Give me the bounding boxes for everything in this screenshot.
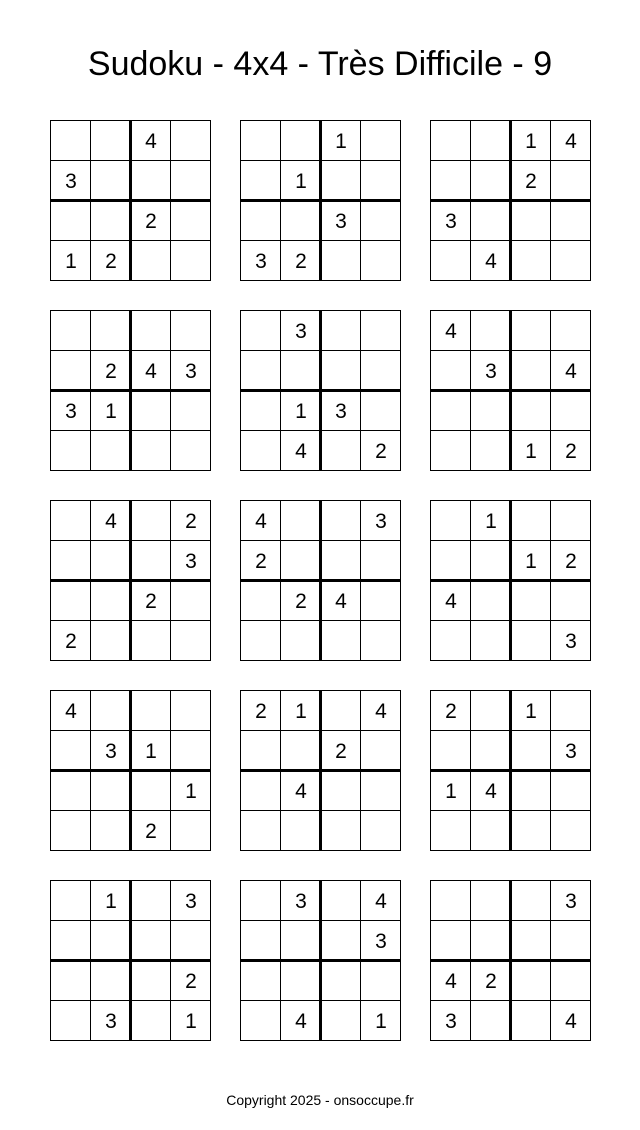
sudoku-cell[interactable]: 2 (105, 249, 117, 273)
sudoku-cell[interactable]: 2 (565, 439, 577, 463)
sudoku-cell[interactable] (241, 351, 281, 391)
sudoku-cell[interactable] (471, 581, 511, 621)
sudoku-cell[interactable]: 2 (375, 439, 387, 463)
sudoku-cell[interactable] (551, 691, 591, 731)
sudoku-cell[interactable]: 1 (335, 129, 347, 153)
sudoku-cell[interactable] (51, 1001, 91, 1041)
sudoku-cell[interactable] (551, 161, 591, 201)
sudoku-cell[interactable] (431, 391, 471, 431)
sudoku-cell[interactable]: 2 (565, 549, 577, 573)
sudoku-cell[interactable] (281, 731, 321, 771)
sudoku-puzzle-11 (240, 690, 401, 851)
sudoku-cell[interactable] (51, 431, 91, 471)
sudoku-cell[interactable] (51, 581, 91, 621)
sudoku-cell[interactable] (51, 811, 91, 851)
sudoku-cell[interactable] (131, 691, 171, 731)
sudoku-cell[interactable] (171, 731, 211, 771)
sudoku-cell[interactable] (321, 621, 361, 661)
sudoku-cell[interactable]: 4 (335, 589, 347, 613)
sudoku-cell[interactable]: 2 (145, 819, 157, 843)
sudoku-cell[interactable] (241, 731, 281, 771)
sudoku-cell[interactable]: 3 (375, 929, 387, 953)
sudoku-cell[interactable] (431, 881, 471, 921)
sudoku-cell[interactable] (131, 311, 171, 351)
sudoku-cell[interactable] (511, 1001, 551, 1041)
sudoku-cell[interactable] (281, 501, 321, 541)
sudoku-cell[interactable]: 3 (565, 889, 577, 913)
sudoku-cell[interactable] (171, 241, 211, 281)
sudoku-cell[interactable] (321, 771, 361, 811)
sudoku-cell[interactable]: 4 (375, 889, 387, 913)
sudoku-cell[interactable] (431, 811, 471, 851)
sudoku-cell[interactable] (171, 811, 211, 851)
sudoku-cell[interactable] (281, 201, 321, 241)
sudoku-cell[interactable]: 2 (335, 739, 347, 763)
sudoku-cell[interactable]: 3 (295, 319, 307, 343)
sudoku-cell[interactable] (91, 311, 131, 351)
sudoku-puzzle-9 (430, 500, 591, 661)
sudoku-cell[interactable] (511, 961, 551, 1001)
sudoku-cell[interactable]: 4 (295, 1009, 307, 1033)
sudoku-cell[interactable]: 3 (65, 399, 77, 423)
sudoku-cell[interactable] (471, 391, 511, 431)
sudoku-cell[interactable] (281, 351, 321, 391)
sudoku-cell[interactable] (241, 391, 281, 431)
sudoku-puzzle-12 (430, 690, 591, 851)
sudoku-cell[interactable]: 1 (105, 889, 117, 913)
sudoku-cell[interactable]: 1 (145, 739, 157, 763)
sudoku-cell[interactable] (91, 921, 131, 961)
sudoku-cell[interactable] (281, 621, 321, 661)
sudoku-cell[interactable] (361, 201, 401, 241)
sudoku-cell[interactable] (281, 921, 321, 961)
sudoku-cell[interactable] (321, 501, 361, 541)
sudoku-cell[interactable] (361, 731, 401, 771)
sudoku-cell[interactable] (431, 731, 471, 771)
sudoku-cell[interactable]: 3 (105, 739, 117, 763)
sudoku-cell[interactable] (471, 431, 511, 471)
sudoku-cell[interactable]: 3 (485, 359, 497, 383)
sudoku-cell[interactable] (321, 1001, 361, 1041)
sudoku-cell[interactable] (511, 811, 551, 851)
sudoku-cell[interactable] (361, 391, 401, 431)
sudoku-cell[interactable] (471, 311, 511, 351)
sudoku-cell[interactable] (91, 541, 131, 581)
sudoku-cell[interactable]: 4 (445, 589, 457, 613)
sudoku-cell[interactable] (91, 811, 131, 851)
sudoku-cell[interactable] (241, 1001, 281, 1041)
sudoku-cell[interactable] (321, 961, 361, 1001)
sudoku-cell[interactable]: 1 (295, 699, 307, 723)
sudoku-cell[interactable] (361, 241, 401, 281)
sudoku-cell[interactable] (361, 961, 401, 1001)
sudoku-puzzle-2 (240, 120, 401, 281)
sudoku-cell[interactable] (431, 121, 471, 161)
sudoku-cell[interactable] (551, 201, 591, 241)
sudoku-cell[interactable] (131, 771, 171, 811)
sudoku-cell[interactable]: 2 (185, 509, 197, 533)
sudoku-cell[interactable]: 1 (65, 249, 77, 273)
sudoku-cell[interactable] (471, 621, 511, 661)
sudoku-cell[interactable]: 4 (295, 779, 307, 803)
sudoku-cell[interactable]: 4 (445, 969, 457, 993)
sudoku-cell[interactable]: 1 (295, 169, 307, 193)
sudoku-cell[interactable] (241, 201, 281, 241)
sudoku-cell[interactable] (241, 881, 281, 921)
sudoku-puzzle-1 (50, 120, 211, 281)
sudoku-puzzle-7 (50, 500, 211, 661)
sudoku-puzzle-14 (240, 880, 401, 1041)
sudoku-cell[interactable] (431, 541, 471, 581)
sudoku-cell[interactable]: 1 (445, 779, 457, 803)
sudoku-cell[interactable] (361, 771, 401, 811)
sudoku-cell[interactable] (321, 311, 361, 351)
sudoku-cell[interactable] (321, 541, 361, 581)
sudoku-cell[interactable]: 1 (525, 439, 537, 463)
sudoku-cell[interactable] (511, 501, 551, 541)
sudoku-cell[interactable] (171, 581, 211, 621)
sudoku-cell[interactable] (171, 161, 211, 201)
sudoku-cell[interactable] (471, 691, 511, 731)
sudoku-cell[interactable] (471, 161, 511, 201)
sudoku-cell[interactable] (91, 161, 131, 201)
sudoku-cell[interactable] (241, 961, 281, 1001)
sudoku-cell[interactable]: 3 (375, 509, 387, 533)
sudoku-cell[interactable] (171, 391, 211, 431)
sudoku-puzzle-6 (430, 310, 591, 471)
sudoku-cell[interactable] (511, 351, 551, 391)
sudoku-cell[interactable] (91, 581, 131, 621)
sudoku-cell[interactable] (551, 581, 591, 621)
sudoku-cell[interactable] (431, 501, 471, 541)
sudoku-cell[interactable]: 1 (105, 399, 117, 423)
sudoku-cell[interactable] (131, 881, 171, 921)
sudoku-puzzle-5 (240, 310, 401, 471)
sudoku-cell[interactable] (281, 121, 321, 161)
sudoku-cell[interactable] (551, 311, 591, 351)
sudoku-cell[interactable]: 3 (445, 209, 457, 233)
sudoku-cell[interactable] (131, 501, 171, 541)
sudoku-cell[interactable] (551, 961, 591, 1001)
sudoku-cell[interactable]: 3 (185, 889, 197, 913)
sudoku-cell[interactable] (131, 161, 171, 201)
sudoku-puzzle-3 (430, 120, 591, 281)
sudoku-cell[interactable] (51, 121, 91, 161)
sudoku-cell[interactable] (51, 201, 91, 241)
sudoku-cell[interactable] (131, 391, 171, 431)
sudoku-cell[interactable]: 4 (145, 129, 157, 153)
sudoku-puzzle-13 (50, 880, 211, 1041)
sudoku-cell[interactable]: 3 (335, 399, 347, 423)
sudoku-cell[interactable]: 3 (65, 169, 77, 193)
sudoku-cell[interactable] (241, 811, 281, 851)
sudoku-cell[interactable] (241, 921, 281, 961)
sudoku-cell[interactable] (131, 921, 171, 961)
sudoku-cell[interactable]: 1 (525, 129, 537, 153)
sudoku-cell[interactable] (51, 771, 91, 811)
sudoku-cell[interactable] (241, 581, 281, 621)
sudoku-cell[interactable] (131, 241, 171, 281)
sudoku-cell[interactable]: 3 (105, 1009, 117, 1033)
sudoku-cell[interactable]: 3 (255, 249, 267, 273)
sudoku-cell[interactable]: 4 (105, 509, 117, 533)
sudoku-puzzle-10 (50, 690, 211, 851)
sudoku-cell[interactable] (91, 691, 131, 731)
sudoku-cell[interactable]: 2 (295, 249, 307, 273)
sudoku-cell[interactable]: 4 (485, 779, 497, 803)
puzzle-grid-area (50, 120, 591, 1041)
sudoku-cell[interactable] (431, 621, 471, 661)
sudoku-cell[interactable] (241, 311, 281, 351)
sudoku-cell[interactable] (551, 241, 591, 281)
sudoku-cell[interactable]: 2 (485, 969, 497, 993)
sudoku-cell[interactable] (511, 771, 551, 811)
sudoku-cell[interactable] (281, 811, 321, 851)
sudoku-cell[interactable]: 1 (185, 1009, 197, 1033)
sudoku-cell[interactable] (241, 621, 281, 661)
sudoku-cell[interactable]: 4 (485, 249, 497, 273)
sudoku-cell[interactable]: 2 (145, 209, 157, 233)
sudoku-cell[interactable] (321, 241, 361, 281)
sudoku-cell[interactable] (471, 731, 511, 771)
sudoku-cell[interactable] (511, 311, 551, 351)
sudoku-cell[interactable] (471, 1001, 511, 1041)
sudoku-cell[interactable] (171, 121, 211, 161)
sudoku-cell[interactable] (241, 431, 281, 471)
sudoku-cell[interactable]: 3 (565, 739, 577, 763)
sudoku-cell[interactable] (511, 241, 551, 281)
sudoku-cell[interactable]: 4 (565, 359, 577, 383)
sudoku-cell[interactable] (171, 311, 211, 351)
sudoku-cell[interactable] (471, 921, 511, 961)
sudoku-cell[interactable] (241, 161, 281, 201)
sudoku-cell[interactable] (241, 771, 281, 811)
sudoku-cell[interactable] (361, 121, 401, 161)
sudoku-cell[interactable] (511, 881, 551, 921)
sudoku-cell[interactable]: 2 (185, 969, 197, 993)
sudoku-cell[interactable] (131, 961, 171, 1001)
sudoku-cell[interactable] (241, 121, 281, 161)
sudoku-cell[interactable] (511, 731, 551, 771)
sudoku-cell[interactable] (51, 541, 91, 581)
sudoku-cell[interactable]: 2 (255, 699, 267, 723)
sudoku-cell[interactable]: 3 (335, 209, 347, 233)
sudoku-cell[interactable] (171, 621, 211, 661)
sudoku-cell[interactable] (431, 921, 471, 961)
sudoku-cell[interactable] (321, 691, 361, 731)
sudoku-cell[interactable]: 1 (295, 399, 307, 423)
sudoku-cell[interactable] (321, 881, 361, 921)
sudoku-cell[interactable] (471, 881, 511, 921)
sudoku-cell[interactable] (361, 811, 401, 851)
sudoku-cell[interactable] (511, 921, 551, 961)
sudoku-cell[interactable]: 3 (185, 359, 197, 383)
sudoku-cell[interactable] (361, 311, 401, 351)
sudoku-cell[interactable] (511, 581, 551, 621)
sudoku-cell[interactable]: 4 (255, 509, 267, 533)
sudoku-cell[interactable] (361, 621, 401, 661)
sudoku-cell[interactable] (51, 881, 91, 921)
sudoku-cell[interactable] (471, 121, 511, 161)
sudoku-cell[interactable]: 2 (255, 549, 267, 573)
sudoku-cell[interactable] (91, 201, 131, 241)
sudoku-cell[interactable] (131, 431, 171, 471)
sudoku-cell[interactable]: 1 (375, 1009, 387, 1033)
sudoku-cell[interactable]: 2 (525, 169, 537, 193)
sudoku-cell[interactable] (551, 771, 591, 811)
sudoku-cell[interactable]: 4 (565, 129, 577, 153)
sudoku-cell[interactable]: 2 (295, 589, 307, 613)
sudoku-cell[interactable] (471, 541, 511, 581)
sudoku-cell[interactable] (131, 541, 171, 581)
sudoku-cell[interactable]: 4 (65, 699, 77, 723)
sudoku-cell[interactable] (321, 351, 361, 391)
sudoku-cell[interactable] (361, 581, 401, 621)
sudoku-cell[interactable] (51, 501, 91, 541)
sudoku-cell[interactable] (321, 431, 361, 471)
sudoku-cell[interactable] (171, 691, 211, 731)
sudoku-cell[interactable] (321, 811, 361, 851)
sudoku-puzzle-15 (430, 880, 591, 1041)
sudoku-cell[interactable] (551, 501, 591, 541)
sudoku-cell[interactable] (131, 1001, 171, 1041)
sudoku-cell[interactable] (511, 391, 551, 431)
sudoku-cell[interactable]: 1 (525, 699, 537, 723)
sudoku-cell[interactable] (321, 921, 361, 961)
sudoku-cell[interactable] (321, 161, 361, 201)
sudoku-cell[interactable]: 3 (295, 889, 307, 913)
page-title: Sudoku - 4x4 - Très Difficile - 9 (87, 45, 553, 83)
sudoku-cell[interactable]: 1 (185, 779, 197, 803)
sudoku-cell[interactable]: 4 (145, 359, 157, 383)
sudoku-cell[interactable] (551, 391, 591, 431)
sudoku-cell[interactable]: 4 (445, 319, 457, 343)
sudoku-cell[interactable] (361, 351, 401, 391)
sudoku-cell[interactable] (91, 771, 131, 811)
sudoku-cell[interactable] (91, 121, 131, 161)
sudoku-puzzle-4 (50, 310, 211, 471)
sudoku-cell[interactable] (551, 811, 591, 851)
sudoku-cell[interactable] (171, 431, 211, 471)
sudoku-cell[interactable]: 3 (565, 629, 577, 653)
sudoku-cell[interactable] (51, 351, 91, 391)
sudoku-cell[interactable] (471, 201, 511, 241)
copyright-footer: Copyright 2025 - onsoccupe.fr (226, 1092, 414, 1108)
sudoku-cell[interactable] (171, 201, 211, 241)
sudoku-cell[interactable]: 2 (65, 629, 77, 653)
sudoku-cell[interactable] (91, 961, 131, 1001)
sudoku-cell[interactable]: 2 (445, 699, 457, 723)
sudoku-cell[interactable]: 4 (565, 1009, 577, 1033)
sudoku-cell[interactable] (431, 351, 471, 391)
sudoku-cell[interactable] (361, 161, 401, 201)
sudoku-cell[interactable]: 1 (525, 549, 537, 573)
sudoku-cell[interactable] (431, 161, 471, 201)
sudoku-cell[interactable]: 3 (445, 1009, 457, 1033)
sudoku-cell[interactable] (131, 621, 171, 661)
sudoku-cell[interactable]: 2 (105, 359, 117, 383)
sudoku-cell[interactable] (431, 431, 471, 471)
sudoku-cell[interactable] (281, 541, 321, 581)
sudoku-cell[interactable] (281, 961, 321, 1001)
sudoku-cell[interactable] (91, 431, 131, 471)
sudoku-cell[interactable] (511, 201, 551, 241)
sudoku-cell[interactable]: 1 (485, 509, 497, 533)
sudoku-cell[interactable] (551, 921, 591, 961)
sudoku-cell[interactable] (51, 961, 91, 1001)
sudoku-cell[interactable] (511, 621, 551, 661)
sudoku-cell[interactable]: 4 (295, 439, 307, 463)
sudoku-cell[interactable] (471, 811, 511, 851)
sudoku-cell[interactable]: 3 (185, 549, 197, 573)
sudoku-cell[interactable] (171, 921, 211, 961)
sudoku-cell[interactable] (51, 731, 91, 771)
sudoku-cell[interactable] (51, 311, 91, 351)
sudoku-cell[interactable]: 4 (375, 699, 387, 723)
sudoku-cell[interactable] (431, 241, 471, 281)
sudoku-cell[interactable] (91, 621, 131, 661)
sudoku-cell[interactable] (51, 921, 91, 961)
sudoku-cell[interactable]: 2 (145, 589, 157, 613)
sudoku-cell[interactable] (361, 541, 401, 581)
sudoku-puzzle-8 (240, 500, 401, 661)
